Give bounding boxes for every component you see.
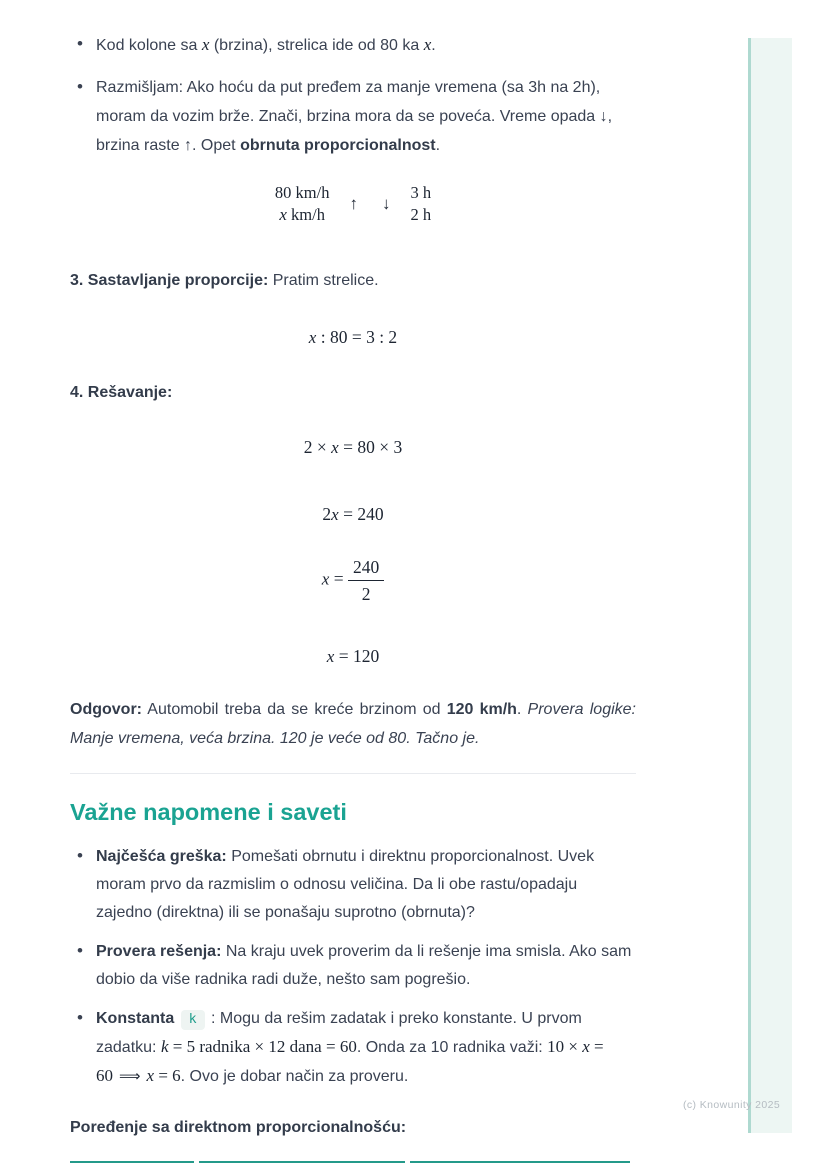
step-text: Pratim strelice. [268, 272, 379, 289]
note-text: . Onda za 10 radnika važi: [356, 1039, 548, 1057]
comparison-table-top-border [70, 1161, 633, 1163]
direction-arrows [349, 193, 390, 215]
math-variable-x: x [423, 35, 432, 54]
equation: 2 × x = 80 × 3 [303, 437, 403, 457]
proportion-equation: x : 80 = 3 : 2 [308, 327, 398, 347]
denominator: 2 [348, 580, 384, 604]
table-border-segment [410, 1161, 630, 1163]
math-variable-x: x [331, 505, 339, 524]
note-label: Provera rešenja: [96, 943, 222, 961]
numerator: 240 [352, 557, 380, 577]
table-border-segment [199, 1161, 405, 1163]
math-variable-x: x [308, 328, 317, 347]
inline-math: k = 5 radnika × 12 dana = 60 [160, 1037, 357, 1057]
answer-value: 120 km/h [446, 701, 517, 719]
step-3-heading [70, 266, 636, 295]
math-variable-x: x [279, 205, 287, 224]
section-divider [70, 773, 636, 774]
copyright-footer: (c) Knowunity 2025 [683, 1099, 781, 1111]
equation-fraction: x = $\frac{240}{2}$ [70, 557, 636, 604]
notes-bullet-list [70, 843, 636, 1091]
bullet-marker-icon: • [77, 941, 83, 961]
note-text: Mogu da rešim zadatak i preko konstante. U prvom zadatku: [96, 1010, 582, 1057]
bullet-text: Razmišljam: Ako hoću da put pređem za manje vremena (sa 3h na 2h), moram da vozim brže. Znači, brzina mora da se poveća. Vreme opada ↓, brzina raste ↑. Opet [96, 79, 613, 154]
note-text: Pomešati obrnutu i direktnu proporcionalnost. Uvek moram prvo da razmislim o odnosu veličina. Da li obe rastu/opadaju zajedno (direktna) ili se ponašaju suprotno (obrnuta)? [96, 848, 595, 922]
bullet-item [77, 73, 636, 160]
equation-result: x = 120 [326, 646, 380, 667]
logic-check-note: Provera logike: Manje vremena, veća brzina. 120 je veće od 80. Tačno je. [70, 701, 636, 748]
arrow-down-icon: ↓ [381, 194, 391, 213]
note-label: Konstanta [96, 1010, 175, 1028]
bold-phrase: obrnuta proporcionalnost [240, 137, 436, 154]
bullet-text: . [435, 137, 441, 154]
top-bullet-list [70, 30, 636, 160]
note-text: Na kraju uvek proverim da li rešenje ima smisla. Ako sam dobio da više radnika radi duže, nešto sam pogrešio. [96, 943, 632, 989]
bullet-text: (brzina), strelica ide od 80 ka [209, 37, 424, 54]
note-label: Najčešća greška: [96, 848, 227, 866]
bullet-marker-icon: • [77, 846, 83, 866]
bullet-item [77, 843, 636, 927]
time-value-top: 3 h [410, 183, 432, 202]
bullet-marker-icon: • [77, 34, 83, 53]
bullet-marker-icon: • [77, 77, 83, 96]
arrow-up-icon: ↑ [349, 194, 358, 213]
bullet-text: Kod kolone sa [96, 37, 202, 54]
bullet-item [77, 938, 636, 994]
step-4-heading [70, 378, 636, 407]
speed-column [275, 182, 330, 226]
page-edge-strip [748, 38, 792, 1133]
table-border-segment [70, 1161, 194, 1163]
speed-value-top: 80 km/h [274, 183, 330, 202]
comparison-heading: Poređenje sa direktnom proporcionalnošću: [70, 1119, 407, 1137]
document-content [70, 0, 636, 1163]
bullet-text: . [431, 37, 436, 54]
step-label: 4. Rešavanje: [70, 384, 173, 401]
note-text: . Ovo je dobar način za proveru. [180, 1068, 409, 1086]
speed-time-diagram [70, 182, 636, 226]
code-badge-k: k [181, 1010, 205, 1030]
time-value-bottom: 2 h [410, 205, 432, 224]
step-label: 3. Sastavljanje proporcije: [70, 272, 269, 289]
section-heading: Važne napomene i saveti [70, 799, 347, 826]
equation: 2x = 240 [322, 504, 384, 524]
answer-paragraph: Odgovor: Automobil treba da se kreće brzinom od 120 km/h. Provera logike: Manje vremena, veća brzina. 120 je veće od 80. Tačno je. [70, 701, 636, 748]
fraction [348, 557, 384, 604]
bullet-marker-icon: • [77, 1008, 83, 1028]
math-variable-x: x [326, 647, 335, 667]
math-variable-x: x [331, 438, 339, 457]
answer-label: Odgovor: [70, 701, 142, 719]
math-variable-x: x [201, 35, 210, 54]
math-variable-x: x [321, 569, 330, 589]
speed-value-bottom: x km/h [279, 205, 325, 224]
inline-math: 10 × x = 60 ⟹ x = 6 [96, 1037, 604, 1086]
bullet-item [77, 30, 636, 60]
time-column [410, 182, 431, 226]
bullet-item: • Konstanta k : Mogu da rešim zadatak i preko konstante. U prvom zadatku: k = 5 radnika × 12 dana = 60. Onda za 10 radnika važi: 10 × x = 60 ⟹ x = 6. Ovo je dobar način za proveru. [96, 1005, 636, 1091]
implies-arrow-icon: ⟹ [119, 1067, 141, 1086]
